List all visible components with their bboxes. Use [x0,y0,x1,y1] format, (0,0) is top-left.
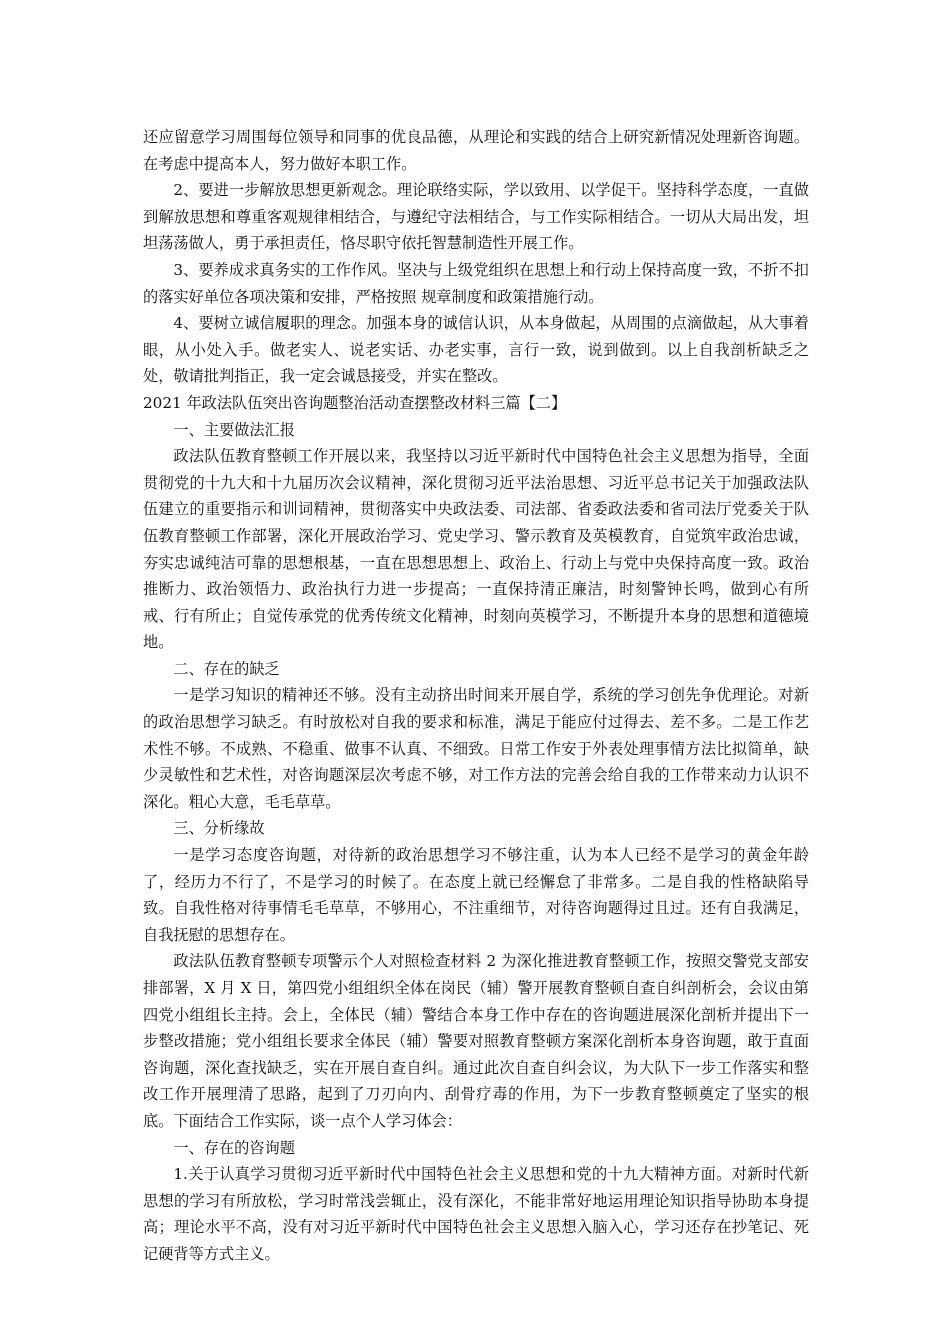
section-heading: 一、存在的咨询题 [173,1138,295,1157]
section-heading: 三、分析缘故 [173,819,265,838]
paragraph: 一是学习态度咨询题，对待新的政治思想学习不够注重，认为本人已经不是学习的黄金年龄了，经历力不行了，不是学习的时候了。在态度上就已经懈怠了非常多。二是自我的性格缺陷导致。自我性格对待事情毛毛草草，不够用心，不注重细节，对待咨询题得过且过。还有自我满足，自我抚慰的思想存在。 [143,846,809,944]
paragraph: 1.关于认真学习贯彻习近平新时代中国特色社会主义思想和党的十九大精神方面。对新时代新思想的学习有所放松，学习时常浅尝辄止，没有深化，不能非常好地运用理论知识指导协助本身提高；理论水平不高，没有对习近平新时代中国特色社会主义思想入脑入心，学习还存在抄笔记、死记硬背等方式主义。 [143,1165,809,1263]
paragraph: 政法队伍教育整顿专项警示个人对照检查材料 2 为深化推进教育整顿工作，按照交警党支部安排部署，X 月 X 日，第四党小组组织全体在岗民（辅）警开展教育整顿自查自纠剖析会，会议由第四党小组组长主持。会上，全体民（辅）警结合本身工作中存在的咨询题进展深化剖析并提出下一步整改措施；党小组组长要求全体民（辅）警要对照教育整顿方案深化剖析本身咨询题，敢于直面咨询题，深化查找缺乏，实在开展自查自纠。通过此次自查自纠会议，为大队下一步工作落实和整改工作开展理清了思路，起到了刀刃向内、刮骨疗毒的作用，为下一步教育整顿奠定了坚实的根底。下面结合工作实际，谈一点个人学习体会： [143,952,809,1130]
document-body [143,124,809,1268]
paragraph: 2、要进一步解放思想更新观念。理论联络实际，学以致用、以学促干。坚持科学态度，一直做到解放思想和尊重客观规律相结合，与遵纪守法相结合，与工作实际相结合。一切从大局出发，坦坦荡荡做人，勇于承担责任，恪尽职守依托智慧制造性开展工作。 [143,181,809,253]
paragraph: 一是学习知识的精神还不够。没有主动挤出时间来开展自学，系统的学习创先争优理论。对新的政治思想学习缺乏。有时放松对自我的要求和标准，满足于能应付过得去、差不多。二是工作艺术性不够。不成熟、不稳重、做事不认真、不细致。日常工作安于外表处理事情方法比拟简单，缺少灵敏性和艺术性，对咨询题深层次考虑不够，对工作方法的完善会给自我的工作带来动力认识不深化。粗心大意，毛毛草草。 [143,686,809,811]
paragraph: 政法队伍教育整顿工作开展以来，我坚持以习近平新时代中国特色社会主义思想为指导，全面贯彻党的十九大和十九届历次会议精神，深化贯彻习近平法治思想、习近平总书记关于加强政法队伍建立的重要指示和训词精神，贯彻落实中央政法委、司法部、省委政法委和省司法厅党委关于队伍教育整顿工作部署，深化开展政治学习、党史学习、警示教育及英模教育，自觉筑牢政治忠诚，夯实忠诚纯洁可靠的思想根基，一直在思想思想上、政治上、行动上与党中央保持高度一致。政治推断力、政治领悟力、政治执行力进一步提高；一直保持清正廉洁，时刻警钟长鸣，做到心有所戒、行有所止；自觉传承党的优秀传统文化精神，时刻向英模学习，不断提升本身的思想和道德境地。 [143,447,809,652]
paragraph: 还应留意学习周围每位领导和同事的优良品德，从理论和实践的结合上研究新情况处理新咨询题。在考虑中提高本人，努力做好本职工作。 [143,128,809,173]
paragraph: 4、要树立诚信履职的理念。加强本身的诚信认识，从本身做起，从周围的点滴做起，从大事着眼，从小处入手。做老实人、说老实话、办老实事，言行一致，说到做到。以上自我剖析缺乏之处，敬请批判指正，我一定会诚恳接受，并实在整改。 [143,314,809,386]
section-heading: 二、存在的缺乏 [173,659,280,678]
section-title: 2021 年政法队伍突出咨询题整治活动查摆整改材料三篇【二】 [143,393,567,412]
section-heading: 一、主要做法汇报 [173,420,295,439]
paragraph: 3、要养成求真务实的工作作风。坚决与上级党组织在思想上和行动上保持高度一致，不折不扣的落实好单位各项决策和安排，严格按照 规章制度和政策措施行动。 [143,260,809,306]
